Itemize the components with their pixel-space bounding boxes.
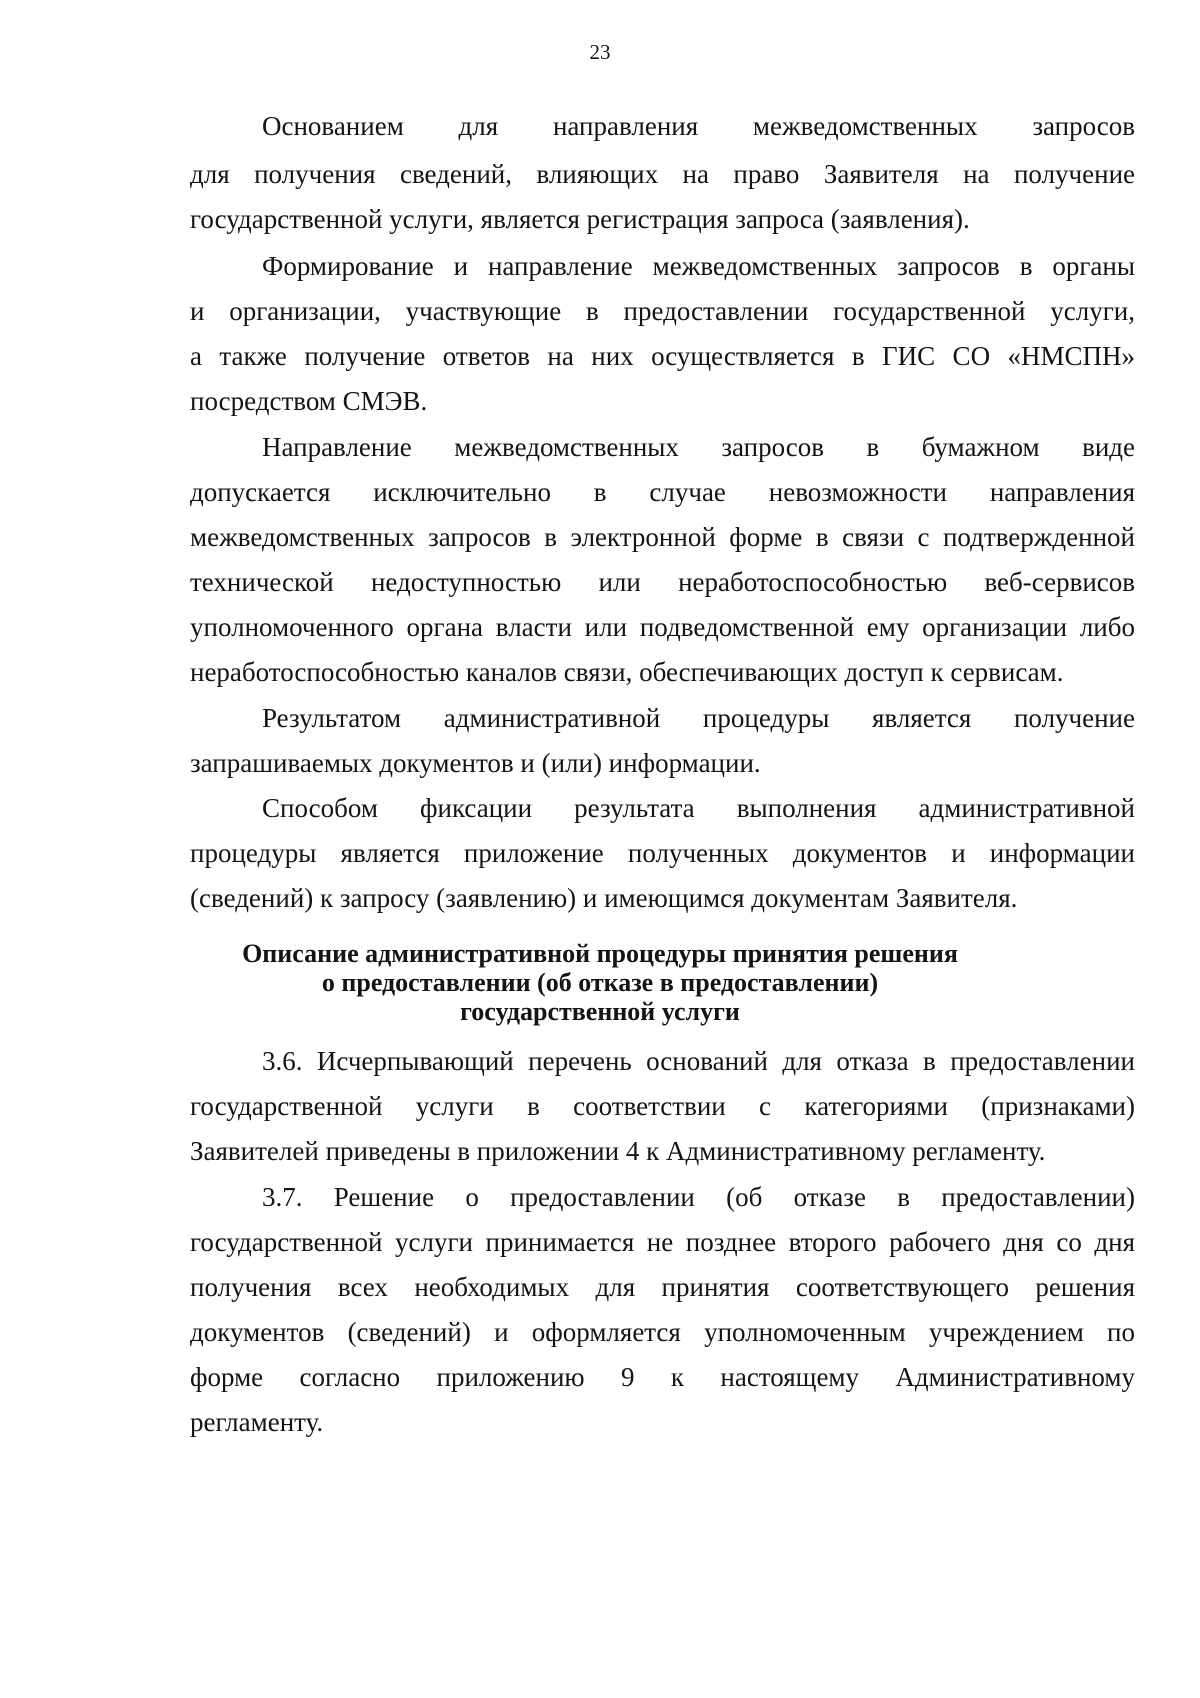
text-line: для получения сведений, влияющих на право Заявителя на получение	[190, 159, 1135, 189]
text-line: государственной услуги принимается не позднее второго рабочего дня со дня	[190, 1227, 1135, 1257]
text-line: Формирование и направление межведомственных запросов в органы	[262, 251, 1135, 281]
text-line: (сведений) к запросу (заявлению) и имеющимся документам Заявителя.	[190, 883, 1018, 913]
text-line: неработоспособностью каналов связи, обеспечивающих доступ к сервисам.	[190, 657, 1064, 687]
text-line: 3.7. Решение о предоставлении (об отказе в предоставлении)	[262, 1182, 1135, 1212]
text-line: процедуры является приложение полученных документов и информации	[190, 838, 1135, 868]
text-line: 3.6. Исчерпывающий перечень оснований для отказа в предоставлении	[262, 1046, 1135, 1076]
text-line: Направление межведомственных запросов в бумажном виде	[262, 432, 1135, 462]
text-line: получения всех необходимых для принятия соответствующего решения	[190, 1272, 1135, 1302]
text-line: межведомственных запросов в электронной форме в связи с подтвержденной	[190, 522, 1135, 552]
text-line: а также получение ответов на них осуществляется в ГИС СО «НМСПН»	[190, 341, 1135, 371]
text-line: регламенту.	[190, 1407, 324, 1437]
text-line: государственной услуги, является регистрация запроса (заявления).	[190, 204, 970, 234]
text-line: Способом фиксации результата выполнения административной	[262, 793, 1135, 823]
text-line: технической недоступностью или неработоспособностью веб-сервисов	[190, 567, 1135, 597]
text-line: форме согласно приложению 9 к настоящему Административному	[190, 1362, 1135, 1392]
text-line: государственной услуги в соответствии с категориями (признаками)	[190, 1091, 1135, 1121]
heading-line: о предоставлении (об отказе в предоставлении)	[321, 968, 879, 997]
page-number: 23	[589, 40, 611, 64]
text-line: Результатом административной процедуры является получение	[262, 703, 1135, 733]
heading-line: Описание административной процедуры принятия решения	[242, 939, 958, 968]
text-line: допускается исключительно в случае невозможности направления	[190, 477, 1135, 507]
text-line: Заявителей приведены в приложении 4 к Административному регламенту.	[190, 1136, 1046, 1166]
text-line: и организации, участвующие в предоставлении государственной услуги,	[190, 296, 1135, 326]
text-line: Основанием для направления межведомственных запросов	[262, 111, 1135, 141]
text-line: запрашиваемых документов и (или) информации.	[190, 748, 761, 778]
text-line: посредством СМЭВ.	[190, 386, 428, 416]
text-line: уполномоченного органа власти или подведомственной ему организации либо	[190, 612, 1135, 642]
heading-line: государственной услуги	[460, 997, 740, 1026]
text-line: документов (сведений) и оформляется уполномоченным учреждением по	[190, 1317, 1135, 1347]
